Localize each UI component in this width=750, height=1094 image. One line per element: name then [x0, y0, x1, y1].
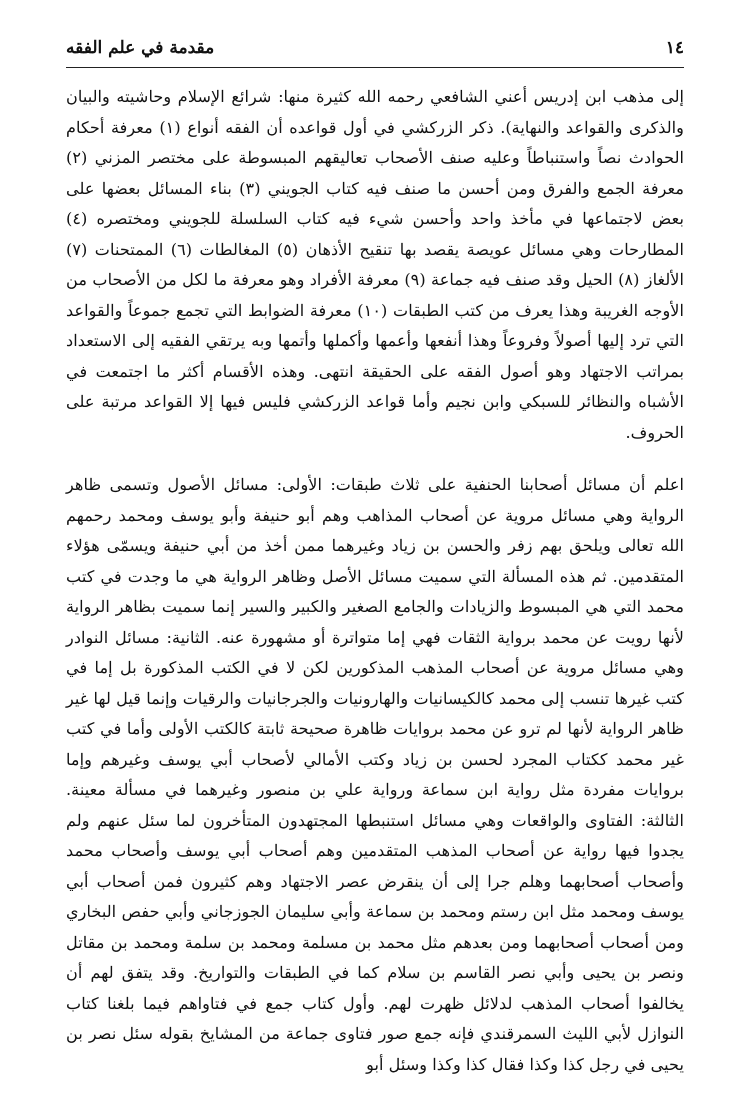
paragraph: إلى مذهب ابن إدريس أعني الشافعي رحمه الله كثيرة منها: شرائع الإسلام وحاشيته والبيان والذكرى والقواعد والنهاية). ذكر الزركشي في أول قواعده أن الفقه أنواع (١) معرفة أحكام الحوادث نصاً واستنباطاً وعليه صنف الأصحاب تعاليقهم المبسوطة على مختصر المزني (٢) معرفة الجمع والفرق ومن أحسن ما صنف فيه كتاب الجويني (٣) بناء المسائل بعضها على بعض لاجتماعها في مأخذ واحد وأحسن شيء فيه كتاب السلسلة للجويني ومختصره (٤) المطارحات وهي مسائل عويصة يقصد بها تنقيح الأذهان (٥) المغالطات (٦) الممتحنات (٧) الألغاز (٨) الحيل وقد صنف فيه جماعة (٩) معرفة الأفراد وهو معرفة ما لكل من الأصحاب من الأوجه الغريبة وهذا يعرف من كتب الطبقات (١٠) معرفة الضوابط التي تجمع جموعاً والقواعد التي ترد إليها أصولاً وفروعاً وهذا أنفعها وأعمها وأكملها وأتمها وبه يرتقي الفقيه إلى الاستعداد بمراتب الاجتهاد وهو أصول الفقه على الحقيقة انتهى. وهذه الأقسام أكثر ما اجتمعت في الأشباه والنظائر للسبكي وابن نجيم وأما قواعد الزركشي فليس فيها إلا القواعد مرتبة على الحروف.	[66, 87, 685, 442]
header-divider	[66, 67, 684, 68]
page-number: ١٤	[665, 38, 684, 58]
running-title: مقدمة في علم الفقه	[66, 38, 215, 58]
page-body	[66, 82, 684, 1080]
page-header	[66, 33, 684, 63]
paragraph: اعلم أن مسائل أصحابنا الحنفية على ثلاث طبقات: الأولى: مسائل الأصول وتسمى ظاهر الرواية وهي مسائل مروية عن أصحاب المذاهب وهم أبو حنيفة وأبو يوسف ومحمد رحمهم الله تعالى ويلحق بهم زفر والحسن بن زياد وغيرهما ممن أخذ من أبي حنيفة ويسمّى هؤلاء المتقدمين. ثم هذه المسألة التي سميت مسائل الأصل وظاهر الرواية هي ما وجدت في كتب محمد التي هي المبسوط والزيادات والجامع الصغير والكبير والسير إنما سميت بظاهر الرواية لأنها رويت عن محمد برواية الثقات فهي إما متواترة أو مشهورة عنه. الثانية: مسائل النوادر وهي مسائل مروية عن أصحاب المذهب المذكورين لكن لا في الكتب المذكورة بل إما في كتب غيرها تنسب إلى محمد كالكيسانيات والهارونيات والجرجانيات والرقيات وإنما قيل لها غير ظاهر الرواية لأنها لم ترو عن محمد بروايات ظاهرة صحيحة ثابتة كالكتب الأولى وأما في كتب غير محمد ككتاب المجرد لحسن بن زياد وكتب الأمالي لأصحاب أبي يوسف وغيرهم وإما بروايات مفردة مثل رواية ابن سماعة ورواية علي بن منصور وغيرهما في مسألة معينة. الثالثة: الفتاوى والواقعات وهي مسائل استنبطها المجتهدون المتأخرون لما سئل عنهم ولم يجدوا فيها رواية عن أصحاب المذهب المتقدمين وهم أصحاب أبي يوسف وأصحاب محمد وأصحاب أصحابهما وهلم جرا إلى أن ينقرض عصر الاجتهاد وهم كثيرون فمن أصحاب أبي يوسف ومحمد مثل ابن رستم ومحمد بن سماعة وأبي سليمان الجوزجاني وأبي حفص البخاري ومن أصحاب أصحابهما ومن بعدهم مثل محمد بن مسلمة ومحمد بن سلمة ومحمد بن مقاتل ونصر بن يحيى وأبي نصر القاسم بن سلام كما في الطبقات والتواريخ. وقد يتفق لهم أن يخالفوا أصحاب المذهب لدلائل ظهرت لهم. وأول كتاب جمع في فتاواهم فيما بلغنا كتاب النوازل لأبي الليث السمرقندي فإنه جمع صور فتاوى جماعة من المشايخ بقوله سئل نصر بن يحيى في رجل كذا وكذا فقال كذا وكذا وسئل أبو	[66, 475, 684, 1074]
